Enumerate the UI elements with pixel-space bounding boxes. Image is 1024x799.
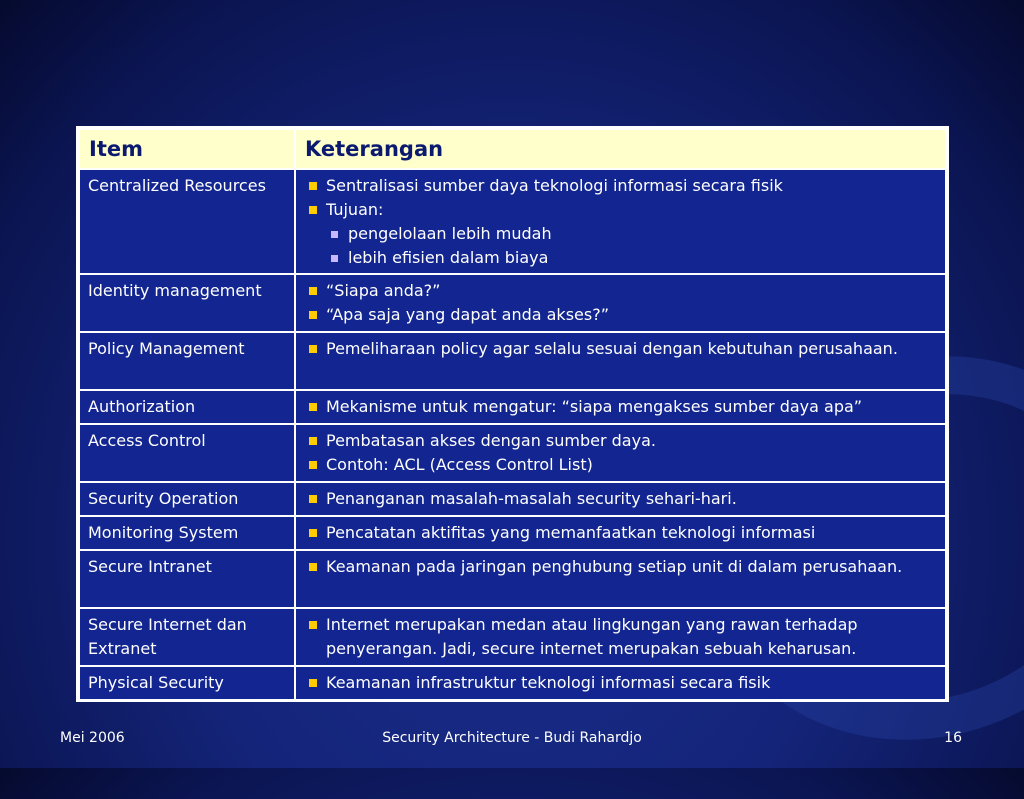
row-item: Access Control (79, 424, 295, 482)
sub-bullet-item: pengelolaan lebih mudah (304, 222, 937, 246)
bullet-item: Internet merupakan medan atau lingkungan yang rawan terhadap penyerangan. Jadi, secure internet merupakan sebuah keharusan. (304, 613, 937, 661)
row-description (295, 332, 946, 390)
bullet-item: Mekanisme untuk mengatur: “siapa mengakses sumber daya apa” (304, 395, 937, 419)
table-row (79, 550, 946, 608)
row-description (295, 169, 946, 274)
footer-title: Security Architecture - Budi Rahardjo (382, 730, 642, 746)
row-item: Secure Intranet (79, 550, 295, 608)
row-item: Authorization (79, 390, 295, 424)
row-item: Secure Internet dan Extranet (79, 608, 295, 666)
footer-page-number: 16 (944, 730, 962, 746)
header-item: Item (79, 129, 295, 169)
row-description (295, 516, 946, 550)
table-row (79, 608, 946, 666)
row-item: Policy Management (79, 332, 295, 390)
bullet-item: Keamanan pada jaringan penghubung setiap unit di dalam perusahaan. (304, 555, 937, 579)
header-keterangan: Keterangan (295, 129, 946, 169)
table-row (79, 482, 946, 516)
bullet-item: Pembatasan akses dengan sumber daya. (304, 429, 937, 453)
bullet-item: Sentralisasi sumber daya teknologi informasi secara fisik (304, 174, 937, 198)
row-item: Security Operation (79, 482, 295, 516)
bullet-item: Pemeliharaan policy agar selalu sesuai dengan kebutuhan perusahaan. (304, 337, 937, 361)
table-row (79, 666, 946, 700)
bullet-item: Penanganan masalah-masalah security sehari-hari. (304, 487, 937, 511)
table-header-row (79, 129, 946, 169)
row-description (295, 390, 946, 424)
table-row (79, 332, 946, 390)
row-description (295, 424, 946, 482)
row-description (295, 666, 946, 700)
footer-date: Mei 2006 (60, 730, 125, 746)
slide-table (76, 126, 949, 702)
row-item: Monitoring System (79, 516, 295, 550)
bullet-item: “Apa saja yang dapat anda akses?” (304, 303, 937, 327)
row-description (295, 608, 946, 666)
table-row (79, 390, 946, 424)
table-row (79, 274, 946, 332)
row-item: Physical Security (79, 666, 295, 700)
row-item: Identity management (79, 274, 295, 332)
bullet-item: “Siapa anda?” (304, 279, 937, 303)
row-description (295, 550, 946, 608)
bullet-item: Keamanan infrastruktur teknologi informasi secara fisik (304, 671, 937, 695)
bullet-item: Pencatatan aktifitas yang memanfaatkan teknologi informasi (304, 521, 937, 545)
row-description (295, 482, 946, 516)
sub-bullet-item: lebih efisien dalam biaya (304, 246, 937, 270)
table-row (79, 516, 946, 550)
bullet-item: Contoh: ACL (Access Control List) (304, 453, 937, 477)
table-row (79, 169, 946, 274)
bullet-item: Tujuan: (304, 198, 937, 222)
table-row (79, 424, 946, 482)
row-item: Centralized Resources (79, 169, 295, 274)
row-description (295, 274, 946, 332)
